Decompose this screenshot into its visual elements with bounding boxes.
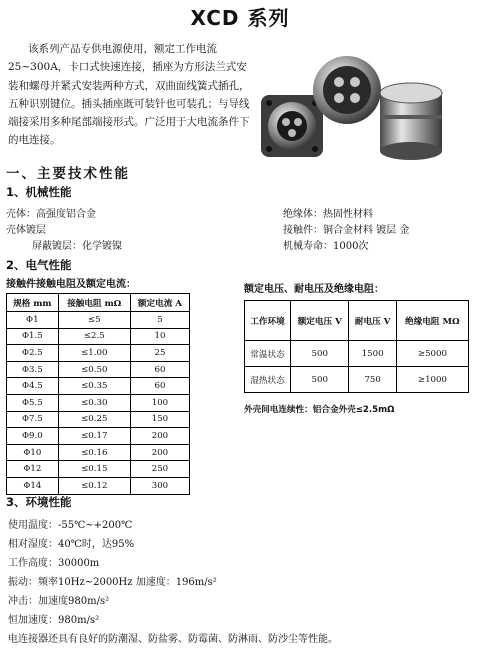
table1-row — [7, 328, 190, 345]
table1-cell: ≤0.50 — [58, 361, 130, 378]
table1-cell: Φ3.5 — [7, 361, 59, 378]
table2-header-cell: 额定电压 V — [290, 301, 349, 341]
mech-life: 机械寿命：1000次 — [283, 241, 369, 252]
table1-cell: ≤0.16 — [58, 444, 130, 461]
table1-row — [7, 361, 190, 378]
table1-cell: ≤0.15 — [58, 461, 130, 478]
table1-caption: 接触件接触电阻及额定电流： — [6, 279, 136, 290]
contact-resistance-table — [6, 293, 190, 495]
table1-cell: Φ10 — [7, 444, 59, 461]
table1-cell: ≤5 — [58, 312, 130, 329]
table2-cell: 500 — [290, 341, 349, 367]
table1-cell: Φ12 — [7, 461, 59, 478]
table1-cell: ≤0.12 — [58, 477, 130, 494]
table2-header-cell: 工作环境 — [245, 301, 291, 341]
mech-contact: 接触件：铜合金材料 镀层 金 — [283, 225, 410, 236]
table1-cell: ≤2.5 — [58, 328, 130, 345]
table1-cell: 100 — [130, 394, 189, 411]
table1-cell: 300 — [130, 477, 189, 494]
table1-header-cell: 接触电阻 mΩ — [58, 294, 130, 312]
table1-cell: Φ1.5 — [7, 328, 59, 345]
table1-cell: 60 — [130, 361, 189, 378]
mech-shell: 壳体：高强度铝合金 — [6, 209, 96, 220]
table1-cell: Φ9.0 — [7, 428, 59, 445]
table2-cell: ≥5000 — [396, 341, 468, 367]
table1-header-cell: 规格 mm — [7, 294, 59, 312]
table1-cell: 25 — [130, 345, 189, 362]
table1-header-cell: 额定电流 A — [130, 294, 189, 312]
environment-list — [8, 516, 338, 649]
table1-cell: 200 — [130, 428, 189, 445]
page-title: XCD 系列 — [190, 6, 290, 30]
table2-header-row — [245, 301, 469, 341]
table1-cell: ≤0.30 — [58, 394, 130, 411]
table1-cell: 150 — [130, 411, 189, 428]
table1-cell: Φ14 — [7, 477, 59, 494]
voltage-insulation-table — [244, 300, 469, 393]
table1-cell: 5 — [130, 312, 189, 329]
table1-cell: ≤1.00 — [58, 345, 130, 362]
table1-row — [7, 428, 190, 445]
table1-cell: Φ4.5 — [7, 378, 59, 395]
table2-row — [245, 341, 469, 367]
mech-insulator: 绝缘体：热固性材料 — [283, 209, 373, 220]
environment-item: 工作高度：30000m — [8, 558, 100, 569]
environment-item: 相对湿度：40℃时，达95% — [8, 539, 135, 550]
mech-shield-plating: 屏蔽镀层：化学镀镍 — [32, 241, 122, 252]
table1-row — [7, 345, 190, 362]
table1-cell: 60 — [130, 378, 189, 395]
table2-cell: 750 — [349, 367, 396, 393]
intro-paragraph: 该系列产品专供电源使用，额定工作电流25~300A，卡口式快速连接，插座为方形法兰式安装和螺母并紧式安装两种方式，双曲面线簧式插孔，五种识别键位。插头插座既可装针也可装孔；与导线端接采用多种尾部端接形式。广泛用于大电流条件下的电连接。 — [8, 43, 250, 147]
table2-row — [245, 367, 469, 393]
environment-item: 振动：频率10Hz~2000Hz 加速度：196m/s² — [8, 577, 217, 588]
table1-row — [7, 378, 190, 395]
mech-shell-plating: 壳体镀层 — [6, 225, 46, 236]
section-main-heading: 一、主要技术性能 — [6, 166, 130, 182]
table1-cell: ≤0.25 — [58, 411, 130, 428]
section-mechanical-heading: 1、机械性能 — [6, 185, 72, 199]
table2-header-cell: 绝缘电阻 MΩ — [396, 301, 468, 341]
table1-row — [7, 312, 190, 329]
environment-item: 电连接器还具有良好的防潮湿、防盐雾、防霉菌、防淋雨、防沙尘等性能。 — [8, 634, 338, 645]
table2-cell: 500 — [290, 367, 349, 393]
environment-item: 冲击：加速度980m/s² — [8, 596, 110, 607]
table1-row — [7, 411, 190, 428]
environment-item: 使用温度：-55℃~+200℃ — [8, 520, 133, 531]
table2-cell: ≥1000 — [396, 367, 468, 393]
table1-cell: Φ7.5 — [7, 411, 59, 428]
table1-cell: Φ2.5 — [7, 345, 59, 362]
section-electrical-heading: 2、电气性能 — [6, 258, 72, 272]
table1-cell: ≤0.17 — [58, 428, 130, 445]
table2-cell: 常温状态 — [245, 341, 291, 367]
table2-cell: 湿热状态 — [245, 367, 291, 393]
shell-continuity-note: 外壳间电连续性：铝合金外壳≤2.5mΩ — [244, 405, 395, 415]
section-environment-heading: 3、环境性能 — [6, 495, 72, 509]
environment-item: 恒加速度：980m/s² — [8, 615, 100, 626]
table1-cell: 250 — [130, 461, 189, 478]
table1-cell: 200 — [130, 444, 189, 461]
connector-photo — [255, 45, 455, 165]
table1-header-row — [7, 294, 190, 312]
table1-row — [7, 444, 190, 461]
table2-caption: 额定电压、耐电压及绝缘电阻： — [244, 284, 384, 295]
table1-cell: ≤0.35 — [58, 378, 130, 395]
table1-row — [7, 461, 190, 478]
table1-cell: 10 — [130, 328, 189, 345]
table1-cell: Φ5.5 — [7, 394, 59, 411]
table1-cell: Φ1 — [7, 312, 59, 329]
table2-header-cell: 耐电压 V — [349, 301, 396, 341]
table1-row — [7, 477, 190, 494]
table2-cell: 1500 — [349, 341, 396, 367]
table1-row — [7, 394, 190, 411]
